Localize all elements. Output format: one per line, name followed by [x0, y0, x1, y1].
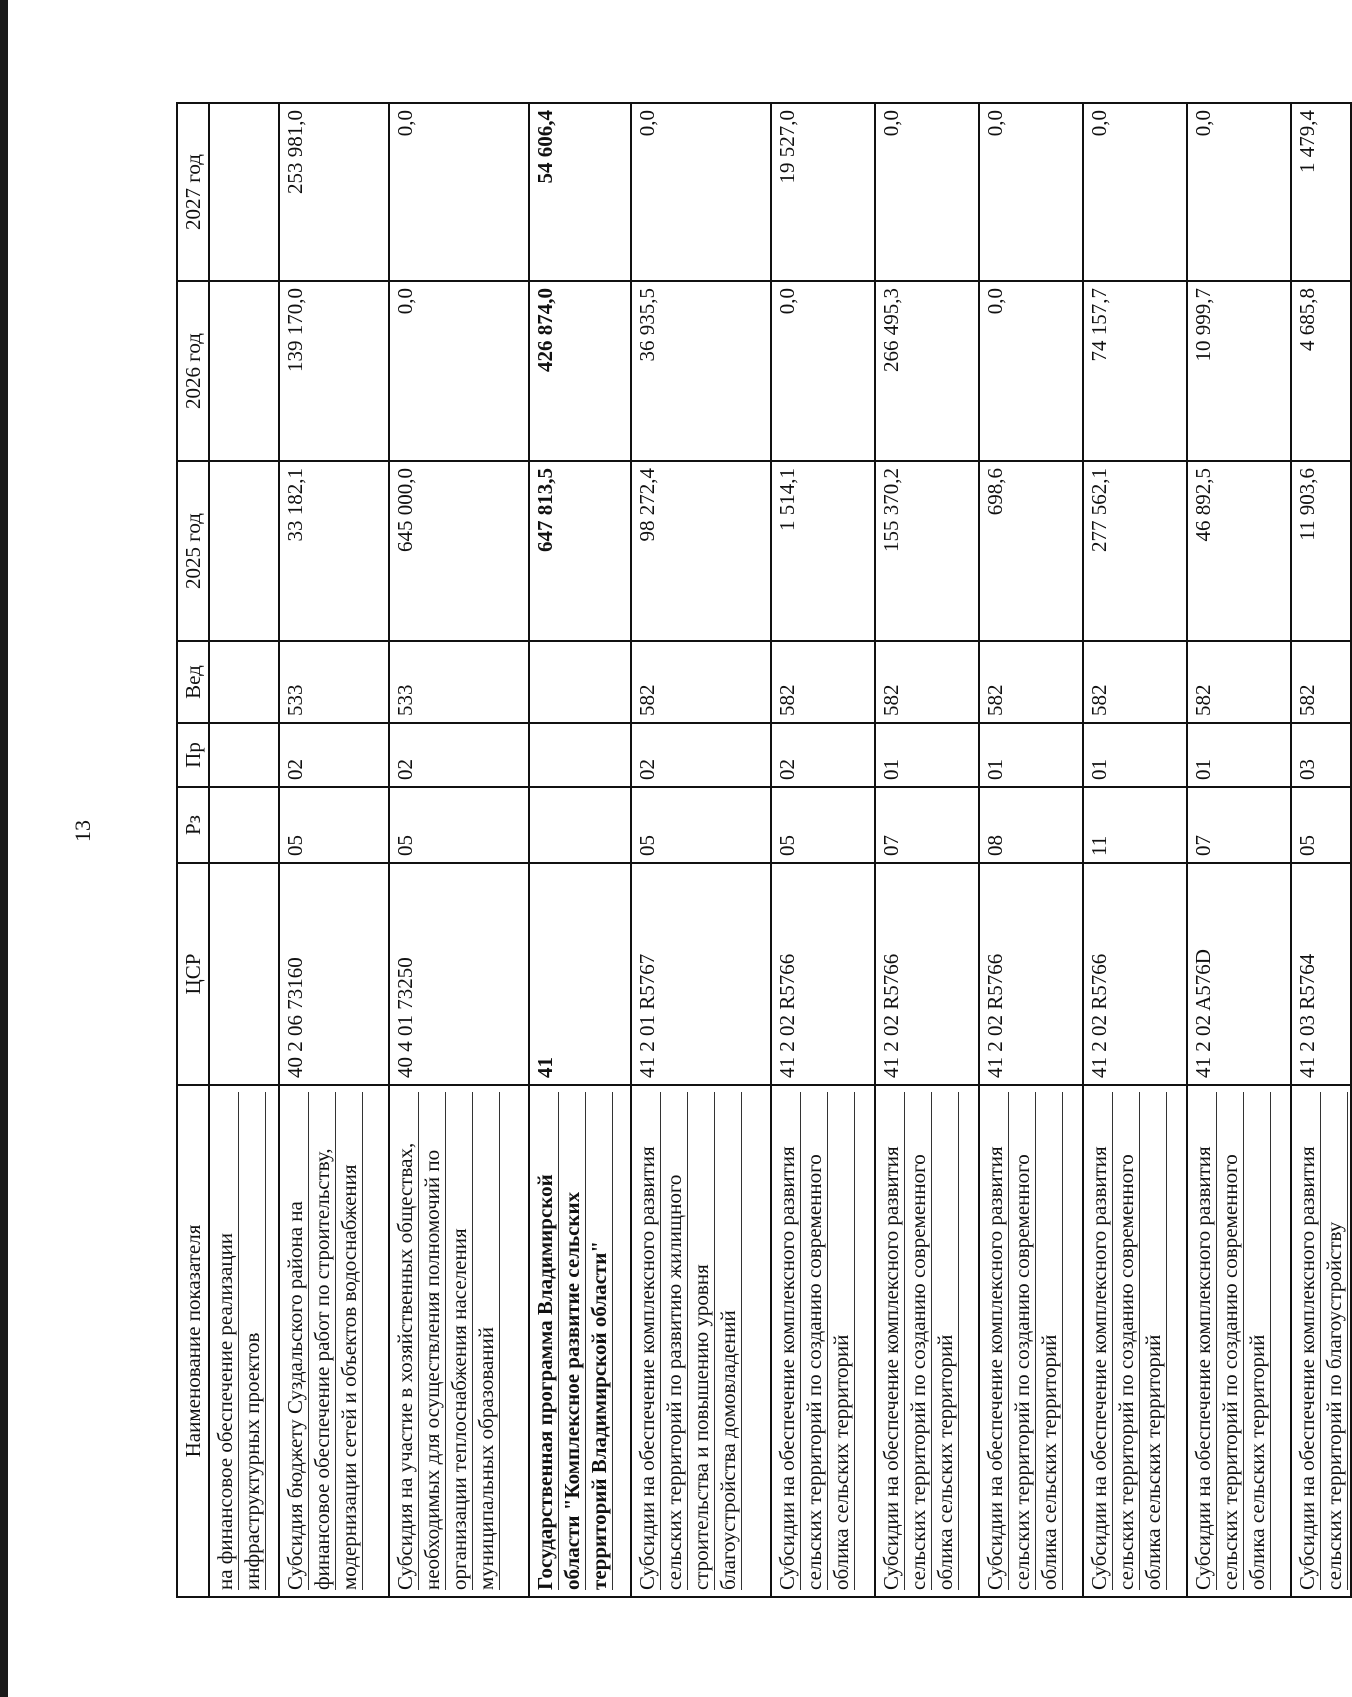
header-rz: Рз [177, 787, 209, 863]
row-csr: 41 2 02 R5766 [1083, 863, 1187, 1085]
row-name-line: Государственная программа Владимирской [532, 1092, 559, 1590]
row-value-2027: 1 479,4 [1291, 103, 1351, 281]
header-ved: Вед [177, 641, 209, 723]
row-csr: 41 2 02 R5766 [979, 863, 1083, 1085]
row-value-2027: 0,0 [631, 103, 771, 281]
row-csr: 40 4 01 73250 [389, 863, 529, 1085]
row-rz: 05 [631, 787, 771, 863]
row-name-line: модернизации сетей и объектов водоснабжения [336, 1092, 363, 1590]
row-value-2027: 0,0 [979, 103, 1083, 281]
row-value-2025 [209, 461, 279, 641]
row-value-2026: 10 999,7 [1187, 281, 1291, 461]
row-rz: 07 [1187, 787, 1291, 863]
row-name-line: области "Комплексное развитие сельских [559, 1092, 586, 1590]
row-value-2025: 647 813,5 [529, 461, 631, 641]
row-value-2026 [209, 281, 279, 461]
row-value-2026: 0,0 [389, 281, 529, 461]
row-ved: 582 [631, 641, 771, 723]
row-ved [529, 641, 631, 723]
table-row [771, 103, 875, 1597]
row-name-line: Субсидии на обеспечение комплексного развития [982, 1092, 1009, 1590]
table-row [529, 103, 631, 1597]
row-value-2027: 253 981,0 [279, 103, 389, 281]
row-rz: 08 [979, 787, 1083, 863]
scan-edge [0, 0, 8, 1697]
row-ved: 582 [771, 641, 875, 723]
row-value-2025: 277 562,1 [1083, 461, 1187, 641]
row-name [1187, 1085, 1291, 1597]
row-name-line: Субсидии на обеспечение комплексного развития [1190, 1092, 1217, 1590]
header-2027: 2027 год [177, 103, 209, 281]
row-value-2027: 0,0 [389, 103, 529, 281]
row-name-line: облика сельских территорий [1244, 1092, 1271, 1590]
row-value-2025: 155 370,2 [875, 461, 979, 641]
row-value-2026: 266 495,3 [875, 281, 979, 461]
row-name-line: Субсидия бюджету Суздальского района на [282, 1092, 309, 1590]
row-ved: 533 [389, 641, 529, 723]
row-pr: 02 [631, 723, 771, 787]
row-rz: 05 [389, 787, 529, 863]
row-value-2026: 4 685,8 [1291, 281, 1351, 461]
row-name-line: Субсидии на обеспечение комплексного развития [634, 1092, 661, 1590]
row-rz: 11 [1083, 787, 1187, 863]
row-pr [209, 723, 279, 787]
row-value-2026: 139 170,0 [279, 281, 389, 461]
row-name-line: Субсидии на обеспечение комплексного развития [878, 1092, 905, 1590]
row-value-2027: 54 606,4 [529, 103, 631, 281]
table-header-row [177, 103, 209, 1597]
row-rz [529, 787, 631, 863]
rotated-sheet [176, 104, 1346, 1598]
row-csr: 41 2 01 R5767 [631, 863, 771, 1085]
row-name-line: сельских территорий по созданию современного [1113, 1092, 1140, 1590]
table-row [631, 103, 771, 1597]
row-csr [209, 863, 279, 1085]
row-rz [209, 787, 279, 863]
row-value-2026: 74 157,7 [1083, 281, 1187, 461]
row-name-line: Субсидия на участие в хозяйственных обществах, [392, 1092, 419, 1590]
row-ved: 582 [1083, 641, 1187, 723]
table-row [979, 103, 1083, 1597]
header-name: Наименование показателя [177, 1085, 209, 1597]
row-value-2026: 0,0 [771, 281, 875, 461]
row-ved: 582 [979, 641, 1083, 723]
row-name-line: муниципальных образований [473, 1092, 500, 1590]
row-csr: 40 2 06 73160 [279, 863, 389, 1085]
row-csr: 41 2 02 A576D [1187, 863, 1291, 1085]
row-value-2025: 98 272,4 [631, 461, 771, 641]
row-value-2027: 0,0 [1083, 103, 1187, 281]
table-body [209, 103, 1351, 1597]
row-value-2025: 46 892,5 [1187, 461, 1291, 641]
row-pr: 01 [875, 723, 979, 787]
row-value-2025: 1 514,1 [771, 461, 875, 641]
row-pr: 02 [389, 723, 529, 787]
row-ved: 582 [1187, 641, 1291, 723]
row-value-2025: 645 000,0 [389, 461, 529, 641]
row-name-line: инфраструктурных проектов [239, 1092, 266, 1590]
row-name-line: сельских территорий по созданию современного [1009, 1092, 1036, 1590]
row-ved: 582 [875, 641, 979, 723]
row-name-line: Субсидии на обеспечение комплексного развития [1294, 1092, 1321, 1590]
row-rz: 05 [279, 787, 389, 863]
row-name-line: финансовое обеспечение работ по строительству, [309, 1092, 336, 1590]
row-name-line: Субсидии на обеспечение комплексного развития [774, 1092, 801, 1590]
table-row [279, 103, 389, 1597]
table-row [875, 103, 979, 1597]
header-csr: ЦСР [177, 863, 209, 1085]
header-pr: Пр [177, 723, 209, 787]
row-csr: 41 2 03 R5764 [1291, 863, 1351, 1085]
budget-table [176, 102, 1352, 1598]
row-name [875, 1085, 979, 1597]
row-value-2025: 33 182,1 [279, 461, 389, 641]
row-value-2026: 36 935,5 [631, 281, 771, 461]
table-row [209, 103, 279, 1597]
row-rz: 05 [1291, 787, 1351, 863]
row-name-line: сельских территорий по созданию современного [801, 1092, 828, 1590]
row-pr: 02 [279, 723, 389, 787]
row-csr: 41 [529, 863, 631, 1085]
row-name [771, 1085, 875, 1597]
row-value-2026: 426 874,0 [529, 281, 631, 461]
row-name-line: необходимых для осуществления полномочий по [419, 1092, 446, 1590]
page-number: 13 [70, 820, 95, 842]
row-value-2027: 0,0 [875, 103, 979, 281]
row-name [279, 1085, 389, 1597]
row-pr: 01 [1187, 723, 1291, 787]
row-name [1291, 1085, 1351, 1597]
row-name-line: сельских территорий по развитию жилищного [661, 1092, 688, 1590]
row-ved [209, 641, 279, 723]
header-2025: 2025 год [177, 461, 209, 641]
row-name-line: Субсидии на обеспечение комплексного развития [1086, 1092, 1113, 1590]
row-name-line: сельских территорий по созданию современного [905, 1092, 932, 1590]
row-name-line: сельских территорий по созданию современного [1217, 1092, 1244, 1590]
row-name-line: организации теплоснабжения населения [446, 1092, 473, 1590]
row-name-line: на финансовое обеспечение реализации [212, 1092, 239, 1590]
row-value-2027: 19 527,0 [771, 103, 875, 281]
table-row [1187, 103, 1291, 1597]
row-pr: 01 [1083, 723, 1187, 787]
row-name [979, 1085, 1083, 1597]
row-pr: 03 [1291, 723, 1351, 787]
row-name [529, 1085, 631, 1597]
row-csr: 41 2 02 R5766 [875, 863, 979, 1085]
row-csr: 41 2 02 R5766 [771, 863, 875, 1085]
table-row [1291, 103, 1351, 1597]
row-ved: 582 [1291, 641, 1351, 723]
row-value-2027 [209, 103, 279, 281]
row-name-line: облика сельских территорий [1036, 1092, 1063, 1590]
row-value-2026: 0,0 [979, 281, 1083, 461]
row-name-line: строительства и повышению уровня [688, 1092, 715, 1590]
row-name-line: облика сельских территорий [828, 1092, 855, 1590]
row-name [389, 1085, 529, 1597]
row-rz: 07 [875, 787, 979, 863]
row-name-line: благоустройства домовладений [715, 1092, 742, 1590]
table-row [1083, 103, 1187, 1597]
row-name [631, 1085, 771, 1597]
row-pr: 01 [979, 723, 1083, 787]
row-pr: 02 [771, 723, 875, 787]
row-rz: 05 [771, 787, 875, 863]
row-ved: 533 [279, 641, 389, 723]
row-pr [529, 723, 631, 787]
row-name-line: сельских территорий по благоустройству [1321, 1092, 1348, 1590]
row-name-line: облика сельских территорий [1140, 1092, 1167, 1590]
row-value-2025: 11 903,6 [1291, 461, 1351, 641]
row-name [209, 1085, 279, 1597]
row-name-line: территорий Владимирской области" [586, 1092, 613, 1590]
row-name [1083, 1085, 1187, 1597]
row-name-line: облика сельских территорий [932, 1092, 959, 1590]
row-value-2025: 698,6 [979, 461, 1083, 641]
table-row [389, 103, 529, 1597]
row-value-2027: 0,0 [1187, 103, 1291, 281]
header-2026: 2026 год [177, 281, 209, 461]
